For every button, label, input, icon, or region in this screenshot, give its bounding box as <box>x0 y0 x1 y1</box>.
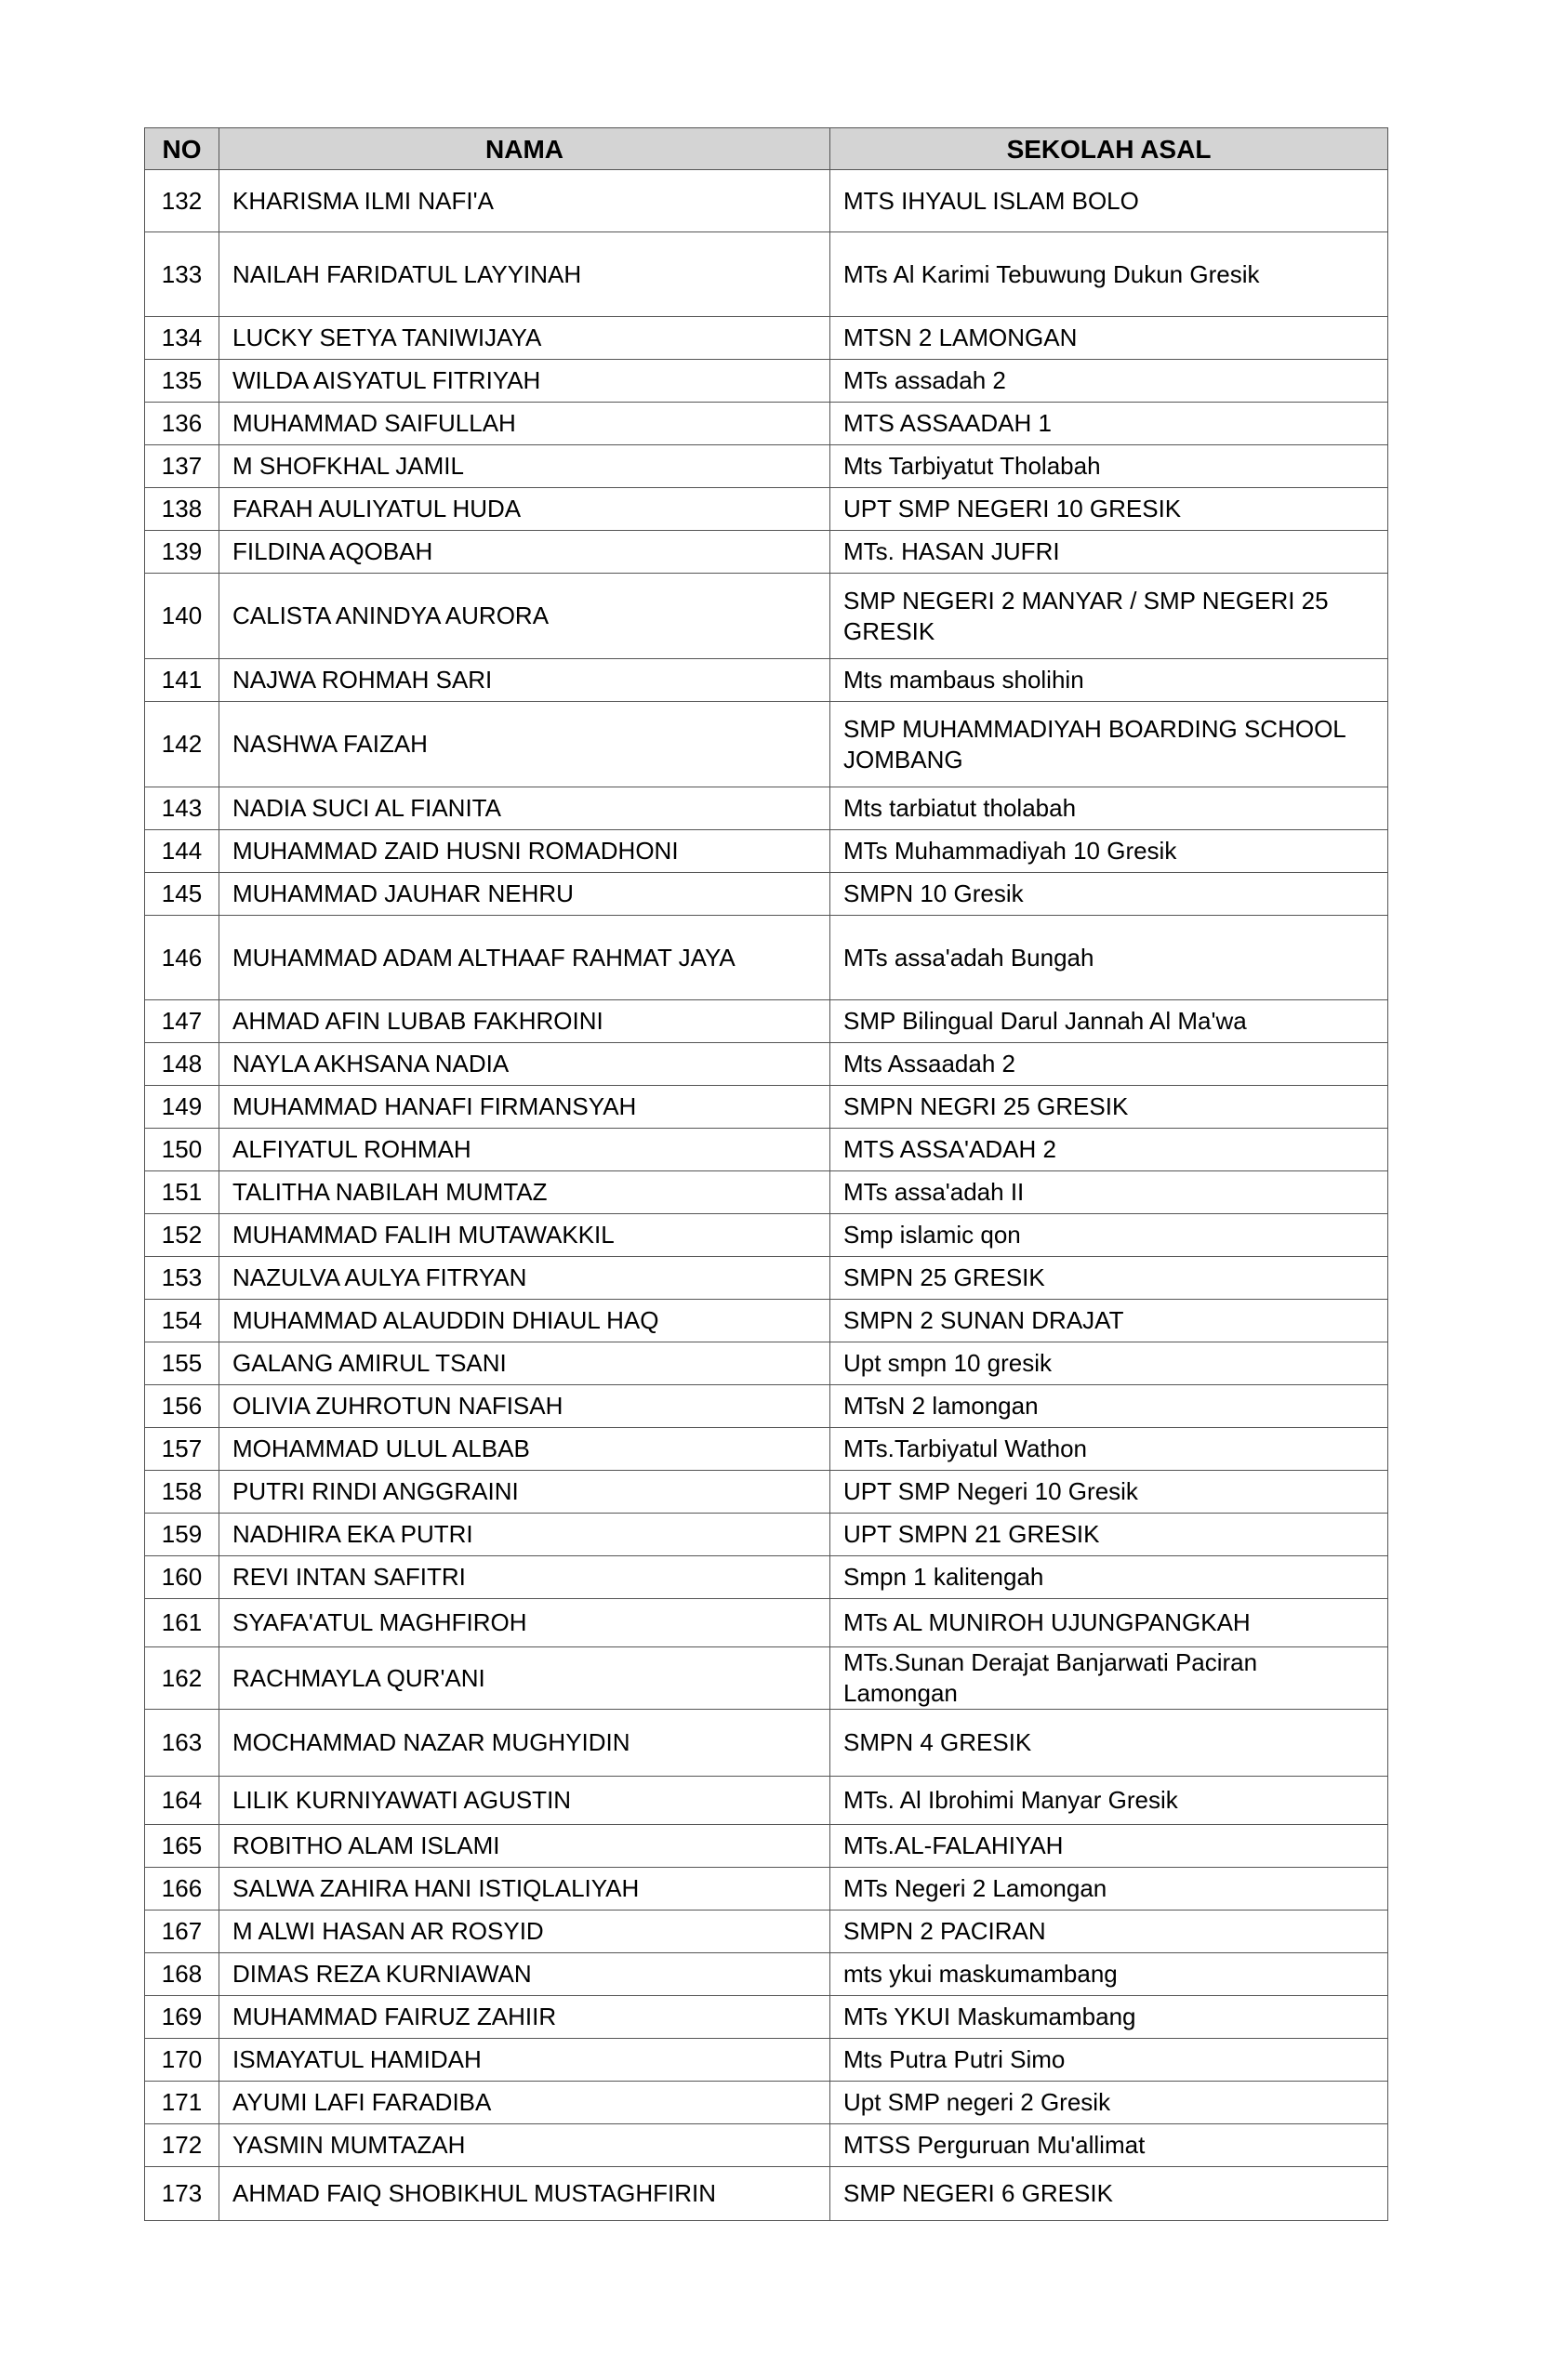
table-header-row <box>145 128 1388 170</box>
student-name: SALWA ZAHIRA HANI ISTIQLALIYAH <box>219 1868 830 1911</box>
table-row <box>145 1710 1388 1777</box>
student-name: NAZULVA AULYA FITRYAN <box>219 1257 830 1300</box>
student-name: MUHAMMAD HANAFI FIRMANSYAH <box>219 1086 830 1129</box>
row-number: 165 <box>145 1825 219 1868</box>
origin-school: MTS ASSA'ADAH 2 <box>830 1129 1388 1171</box>
origin-school: SMP NEGERI 6 GRESIK <box>830 2167 1388 2221</box>
student-name: AYUMI LAFI FARADIBA <box>219 2082 830 2124</box>
student-name: M ALWI HASAN AR ROSYID <box>219 1911 830 1953</box>
row-number: 134 <box>145 317 219 360</box>
row-number: 159 <box>145 1514 219 1556</box>
table-row <box>145 787 1388 830</box>
row-number: 145 <box>145 873 219 916</box>
student-name: MOHAMMAD ULUL ALBAB <box>219 1428 830 1471</box>
origin-school: Mts mambaus sholihin <box>830 659 1388 702</box>
student-name: MUHAMMAD FAIRUZ ZAHIIR <box>219 1996 830 2039</box>
student-name: FARAH AULIYATUL HUDA <box>219 488 830 531</box>
origin-school: SMP Bilingual Darul Jannah Al Ma'wa <box>830 1000 1388 1043</box>
row-number: 169 <box>145 1996 219 2039</box>
student-name: WILDA AISYATUL FITRIYAH <box>219 360 830 403</box>
row-number: 161 <box>145 1599 219 1647</box>
table-row <box>145 1911 1388 1953</box>
origin-school: MTs. HASAN JUFRI <box>830 531 1388 574</box>
student-name: AHMAD AFIN LUBAB FAKHROINI <box>219 1000 830 1043</box>
student-name: SYAFA'ATUL MAGHFIROH <box>219 1599 830 1647</box>
origin-school: MTs.Sunan Derajat Banjarwati Paciran Lamongan <box>830 1647 1388 1710</box>
origin-school: SMPN 4 GRESIK <box>830 1710 1388 1777</box>
row-number: 139 <box>145 531 219 574</box>
row-number: 136 <box>145 403 219 445</box>
student-name: NASHWA FAIZAH <box>219 702 830 787</box>
table-body <box>145 170 1388 2221</box>
table-row <box>145 1214 1388 1257</box>
origin-school: Mts Tarbiyatut Tholabah <box>830 445 1388 488</box>
student-name: MUHAMMAD ALAUDDIN DHIAUL HAQ <box>219 1300 830 1342</box>
student-name: LUCKY SETYA TANIWIJAYA <box>219 317 830 360</box>
table-row <box>145 1342 1388 1385</box>
origin-school: UPT SMPN 21 GRESIK <box>830 1514 1388 1556</box>
row-number: 173 <box>145 2167 219 2221</box>
origin-school: MTs assadah 2 <box>830 360 1388 403</box>
row-number: 150 <box>145 1129 219 1171</box>
table-row <box>145 1428 1388 1471</box>
origin-school: Mts tarbiatut tholabah <box>830 787 1388 830</box>
student-name: MUHAMMAD ZAID HUSNI ROMADHONI <box>219 830 830 873</box>
row-number: 152 <box>145 1214 219 1257</box>
row-number: 149 <box>145 1086 219 1129</box>
table-row <box>145 1647 1388 1710</box>
table-row <box>145 1556 1388 1599</box>
table-row <box>145 1300 1388 1342</box>
table-row <box>145 2039 1388 2082</box>
table-row <box>145 659 1388 702</box>
origin-school: MTs AL MUNIROH UJUNGPANGKAH <box>830 1599 1388 1647</box>
origin-school: MTs Negeri 2 Lamongan <box>830 1868 1388 1911</box>
origin-school: MTs YKUI Maskumambang <box>830 1996 1388 2039</box>
row-number: 147 <box>145 1000 219 1043</box>
row-number: 157 <box>145 1428 219 1471</box>
origin-school: MTs.AL-FALAHIYAH <box>830 1825 1388 1868</box>
row-number: 156 <box>145 1385 219 1428</box>
row-number: 141 <box>145 659 219 702</box>
row-number: 160 <box>145 1556 219 1599</box>
row-number: 146 <box>145 916 219 1000</box>
origin-school: UPT SMP Negeri 10 Gresik <box>830 1471 1388 1514</box>
origin-school: Smpn 1 kalitengah <box>830 1556 1388 1599</box>
origin-school: MTs Al Karimi Tebuwung Dukun Gresik <box>830 232 1388 317</box>
student-name: DIMAS REZA KURNIAWAN <box>219 1953 830 1996</box>
table-row <box>145 1868 1388 1911</box>
origin-school: MTSS Perguruan Mu'allimat <box>830 2124 1388 2167</box>
table-row <box>145 702 1388 787</box>
row-number: 144 <box>145 830 219 873</box>
row-number: 143 <box>145 787 219 830</box>
student-name: MUHAMMAD JAUHAR NEHRU <box>219 873 830 916</box>
student-name: KHARISMA ILMI NAFI'A <box>219 170 830 232</box>
origin-school: SMP NEGERI 2 MANYAR / SMP NEGERI 25 GRESIK <box>830 574 1388 659</box>
table-row <box>145 1996 1388 2039</box>
student-name: NAJWA ROHMAH SARI <box>219 659 830 702</box>
student-name: NADIA SUCI AL FIANITA <box>219 787 830 830</box>
student-name: FILDINA AQOBAH <box>219 531 830 574</box>
origin-school: MTs.Tarbiyatul Wathon <box>830 1428 1388 1471</box>
table-row <box>145 360 1388 403</box>
row-number: 132 <box>145 170 219 232</box>
row-number: 172 <box>145 2124 219 2167</box>
row-number: 158 <box>145 1471 219 1514</box>
origin-school: MTs assa'adah Bungah <box>830 916 1388 1000</box>
row-number: 163 <box>145 1710 219 1777</box>
table-row <box>145 1171 1388 1214</box>
student-name: PUTRI RINDI ANGGRAINI <box>219 1471 830 1514</box>
origin-school: SMPN 25 GRESIK <box>830 1257 1388 1300</box>
row-number: 170 <box>145 2039 219 2082</box>
origin-school: SMPN 2 PACIRAN <box>830 1911 1388 1953</box>
row-number: 138 <box>145 488 219 531</box>
origin-school: Upt SMP negeri 2 Gresik <box>830 2082 1388 2124</box>
student-name: MUHAMMAD ADAM ALTHAAF RAHMAT JAYA <box>219 916 830 1000</box>
origin-school: MTS ASSAADAH 1 <box>830 403 1388 445</box>
header-no: NO <box>145 128 219 170</box>
row-number: 151 <box>145 1171 219 1214</box>
origin-school: Mts Assaadah 2 <box>830 1043 1388 1086</box>
table-row <box>145 232 1388 317</box>
student-name: MUHAMMAD SAIFULLAH <box>219 403 830 445</box>
student-name: RACHMAYLA QUR'ANI <box>219 1647 830 1710</box>
origin-school: MTSN 2 LAMONGAN <box>830 317 1388 360</box>
student-name: AHMAD FAIQ SHOBIKHUL MUSTAGHFIRIN <box>219 2167 830 2221</box>
row-number: 140 <box>145 574 219 659</box>
origin-school: Smp islamic qon <box>830 1214 1388 1257</box>
table-row <box>145 2082 1388 2124</box>
row-number: 168 <box>145 1953 219 1996</box>
row-number: 171 <box>145 2082 219 2124</box>
table-row <box>145 488 1388 531</box>
header-sekolah-asal: SEKOLAH ASAL <box>830 128 1388 170</box>
student-name: M SHOFKHAL JAMIL <box>219 445 830 488</box>
table-row <box>145 1129 1388 1171</box>
row-number: 162 <box>145 1647 219 1710</box>
student-name: YASMIN MUMTAZAH <box>219 2124 830 2167</box>
table-row <box>145 873 1388 916</box>
student-name: ALFIYATUL ROHMAH <box>219 1129 830 1171</box>
origin-school: mts ykui maskumambang <box>830 1953 1388 1996</box>
student-name: CALISTA ANINDYA AURORA <box>219 574 830 659</box>
origin-school: Upt smpn 10 gresik <box>830 1342 1388 1385</box>
row-number: 167 <box>145 1911 219 1953</box>
origin-school: MTsN 2 lamongan <box>830 1385 1388 1428</box>
origin-school: MTs assa'adah II <box>830 1171 1388 1214</box>
origin-school: MTs Muhammadiyah 10 Gresik <box>830 830 1388 873</box>
row-number: 155 <box>145 1342 219 1385</box>
student-name: NAILAH FARIDATUL LAYYINAH <box>219 232 830 317</box>
table-row <box>145 574 1388 659</box>
table-row <box>145 403 1388 445</box>
table-row <box>145 531 1388 574</box>
student-name: NADHIRA EKA PUTRI <box>219 1514 830 1556</box>
row-number: 153 <box>145 1257 219 1300</box>
row-number: 135 <box>145 360 219 403</box>
origin-school: SMPN 10 Gresik <box>830 873 1388 916</box>
student-name: ISMAYATUL HAMIDAH <box>219 2039 830 2082</box>
table-row <box>145 1086 1388 1129</box>
student-name: NAYLA AKHSANA NADIA <box>219 1043 830 1086</box>
table-row <box>145 1257 1388 1300</box>
table-row <box>145 170 1388 232</box>
row-number: 133 <box>145 232 219 317</box>
student-name: OLIVIA ZUHROTUN NAFISAH <box>219 1385 830 1428</box>
origin-school: SMPN 2 SUNAN DRAJAT <box>830 1300 1388 1342</box>
row-number: 137 <box>145 445 219 488</box>
student-table <box>144 127 1388 2221</box>
row-number: 142 <box>145 702 219 787</box>
table-row <box>145 317 1388 360</box>
table-row <box>145 916 1388 1000</box>
origin-school: SMPN NEGRI 25 GRESIK <box>830 1086 1388 1129</box>
student-name: GALANG AMIRUL TSANI <box>219 1342 830 1385</box>
student-name: REVI INTAN SAFITRI <box>219 1556 830 1599</box>
student-name: LILIK KURNIYAWATI AGUSTIN <box>219 1777 830 1825</box>
table-row <box>145 1043 1388 1086</box>
student-name: ROBITHO ALAM ISLAMI <box>219 1825 830 1868</box>
row-number: 166 <box>145 1868 219 1911</box>
table-row <box>145 1953 1388 1996</box>
table-row <box>145 2167 1388 2221</box>
row-number: 164 <box>145 1777 219 1825</box>
table-row <box>145 1599 1388 1647</box>
table-row <box>145 2124 1388 2167</box>
table-row <box>145 1471 1388 1514</box>
table-row <box>145 1385 1388 1428</box>
table-row <box>145 445 1388 488</box>
row-number: 154 <box>145 1300 219 1342</box>
table-row <box>145 1514 1388 1556</box>
table-row <box>145 1777 1388 1825</box>
header-nama: NAMA <box>219 128 830 170</box>
origin-school: Mts Putra Putri Simo <box>830 2039 1388 2082</box>
table-row <box>145 1825 1388 1868</box>
origin-school: UPT SMP NEGERI 10 GRESIK <box>830 488 1388 531</box>
origin-school: SMP MUHAMMADIYAH BOARDING SCHOOL JOMBANG <box>830 702 1388 787</box>
student-name: MOCHAMMAD NAZAR MUGHYIDIN <box>219 1710 830 1777</box>
origin-school: MTS IHYAUL ISLAM BOLO <box>830 170 1388 232</box>
student-name: MUHAMMAD FALIH MUTAWAKKIL <box>219 1214 830 1257</box>
table-row <box>145 1000 1388 1043</box>
origin-school: MTs. Al Ibrohimi Manyar Gresik <box>830 1777 1388 1825</box>
table-row <box>145 830 1388 873</box>
student-name: TALITHA NABILAH MUMTAZ <box>219 1171 830 1214</box>
row-number: 148 <box>145 1043 219 1086</box>
